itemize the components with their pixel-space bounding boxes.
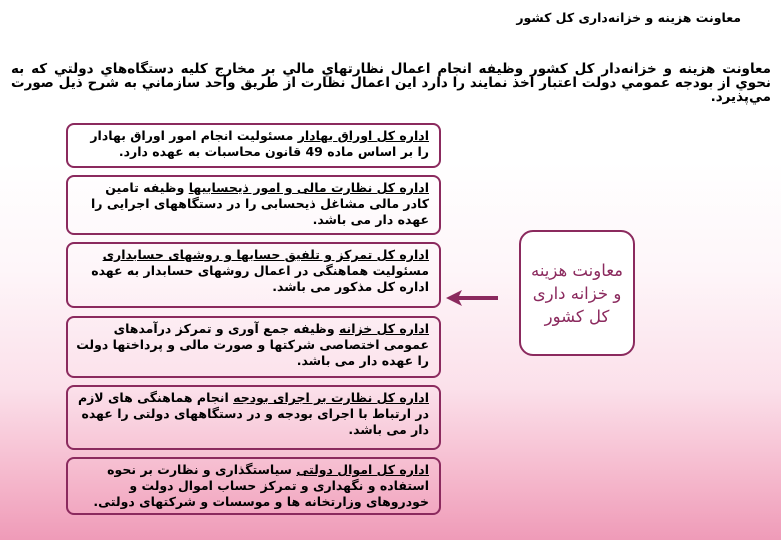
- office-description: وظیفه جمع آوری و تمرکز درآمدهای عمومی اختصاصی شرکتها و صورت مالی و پرداختها دولت را عهده دار می باشد.: [76, 321, 429, 368]
- office-box-government-property: [66, 457, 441, 515]
- office-description: مسئولیت انجام امور اوراق بهادار را بر اساس ماده 49 قانون محاسبات به عهده دارد.: [90, 128, 429, 159]
- office-description: انجام هماهنگی های لازم در ارتباط با اجرای بودجه و در دستگاههای دولتی را عهده دار می باشد.: [77, 390, 429, 437]
- arrow-left-icon: [446, 289, 498, 307]
- office-name: اداره کل خزانه: [338, 321, 429, 336]
- office-name: اداره کل اموال دولتی: [296, 462, 429, 477]
- office-box-securities: [66, 123, 441, 168]
- office-description: سیاستگذاری و نظارت بر نحوه استفاده و نگهداری و تمرکز حساب اموال دولت و خودروهای وزارتخانه ها و موسسات و شرکتهای دولتی.: [93, 462, 429, 509]
- office-name: اداره کل نظارت بر اجرای بودجه: [233, 390, 429, 405]
- office-box-accounting: [66, 242, 441, 308]
- office-box-financial-supervision: [66, 175, 441, 235]
- intro-paragraph: معاونت هزينه و خزانه‌دار کل کشور وظيفه انجام اعمال نظارتهاي مالي بر مخارج کليه دستگاه‌هاي دولتي که به نحوي از بودجه عمومي دولت اعتبار اخذ نمايند را دارد اين اعمال نظارت از طريق واحد سازماني به شرح ذيل صورت مي‌پذيرد.: [11, 61, 771, 105]
- office-name: اداره کل نظارت مالی و امور ذیحسابیها: [188, 180, 429, 195]
- office-description: مسئولیت هماهنگی در اعمال روشهای حسابدار به عهده اداره کل مذکور می باشد.: [91, 263, 429, 294]
- page-title: معاونت هزينه و خزانه‌داری کل کشور: [516, 10, 741, 25]
- deputy-box: [519, 230, 635, 356]
- office-description: وظیفه تامین کادر مالی مشاغل ذیحسابی را در دستگاههای اجرایی را عهده دار می باشد.: [91, 180, 429, 227]
- office-box-treasury: [66, 316, 441, 378]
- deputy-label: معاونت هزینه و خزانه داری کل کشور: [530, 260, 624, 326]
- office-name: اداره کل تمرکز و تلفیق حسابها و روشهای حسابداری: [102, 247, 429, 262]
- office-name: اداره کل اوراق بهادار: [297, 128, 429, 143]
- office-box-budget-execution: [66, 385, 441, 450]
